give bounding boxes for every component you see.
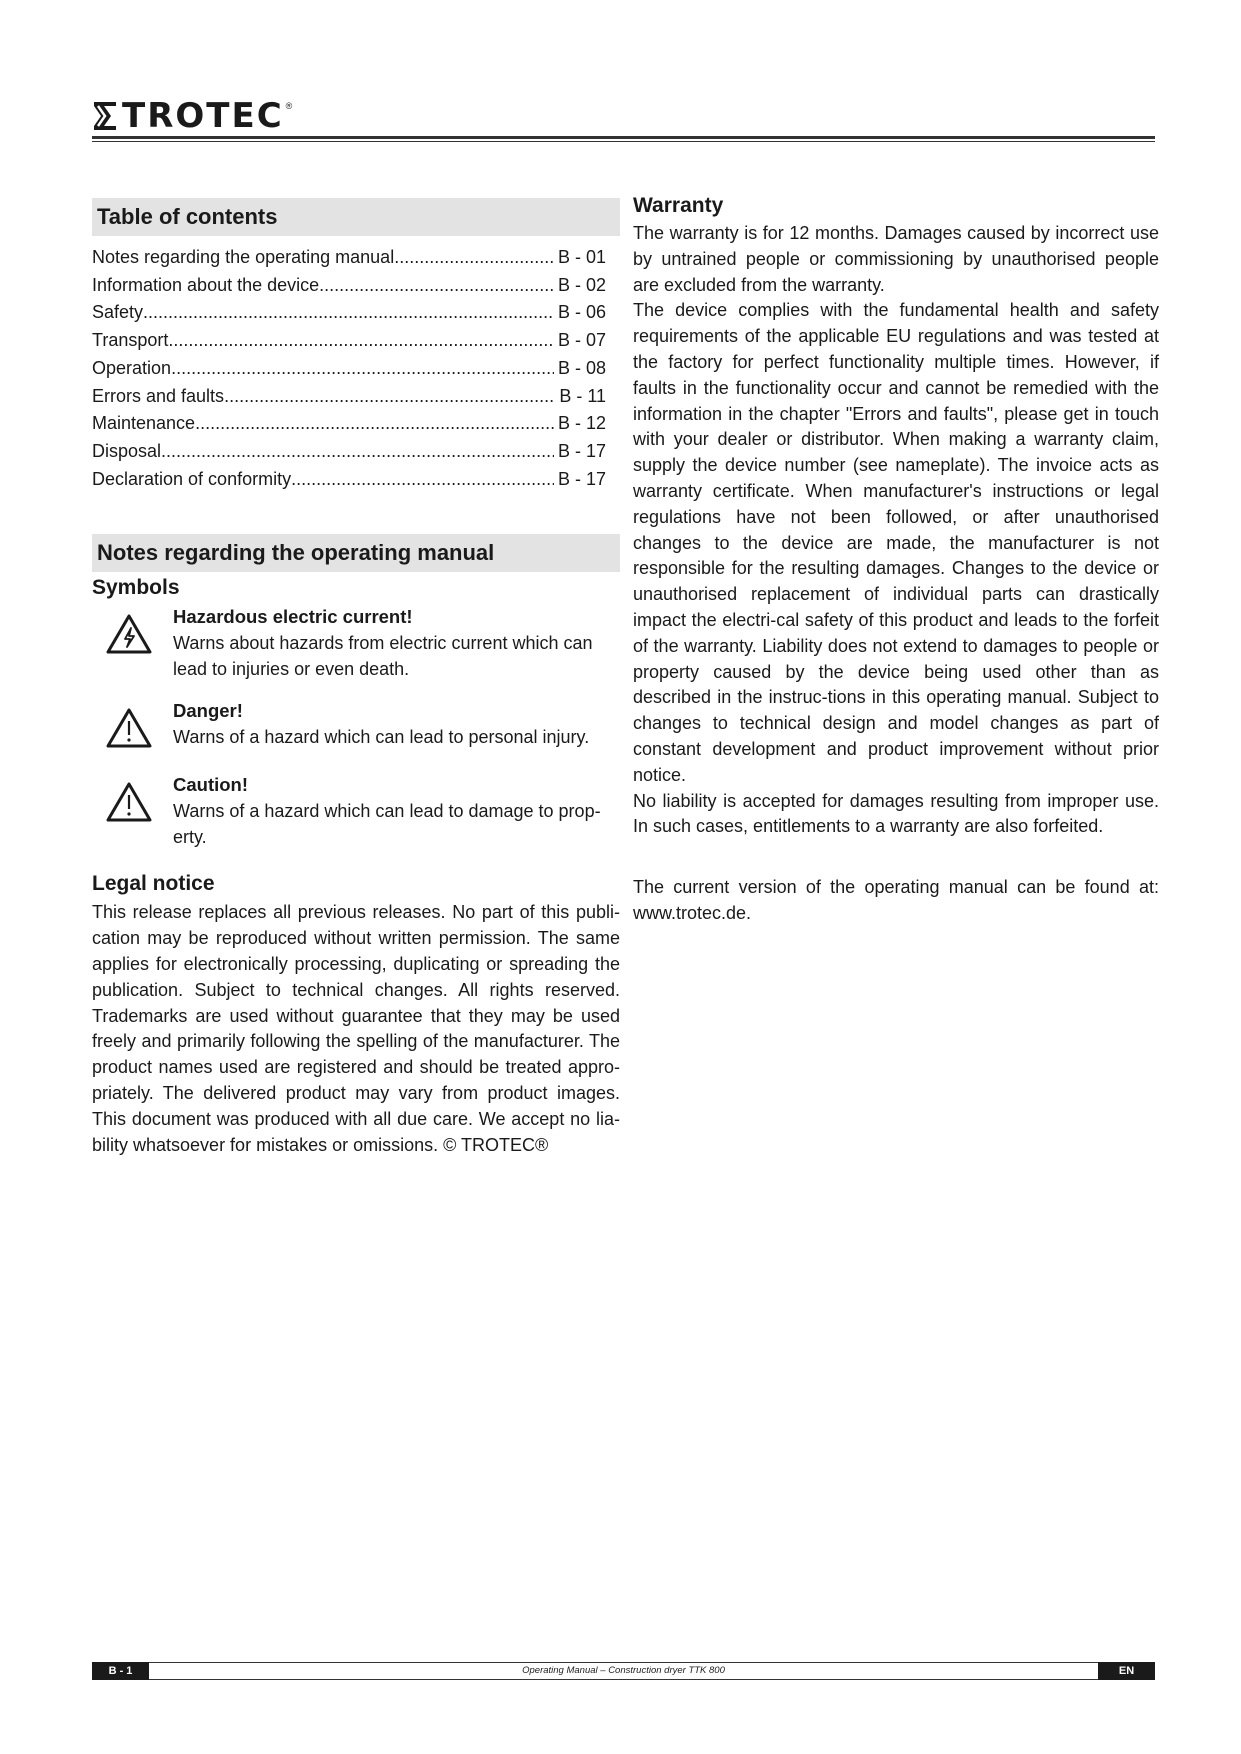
current-version-note: The current version of the operating manual can be found at: www.trotec.de.	[633, 877, 1159, 923]
symbol-text: Warns of a hazard which can lead to damage to prop-erty.	[173, 801, 601, 848]
right-column	[633, 192, 1159, 927]
toc-entry-label: Safety	[92, 302, 144, 323]
toc-leader-dots	[171, 355, 554, 383]
toc-entry-label: Disposal	[92, 440, 162, 461]
toc-entry-label: Transport	[92, 330, 169, 351]
toc-entry[interactable]	[92, 438, 606, 466]
legal-notice-text: This release replaces all previous releases. No part of this publi-cation may be reproduced without written permission. The same applies for electronically processing, duplicating or spreading the publication. Subject to technical changes. All rights reserved. Trademarks are used without guarantee that they may be used freely and primarily following the spelling of the manufacturer. The product names used are registered and should be treated appro-priately. The delivered product may vary from product images. This document was produced with all due care. We accept no lia-bility whatsoever for mistakes or omissions. © TROTEC®	[92, 902, 620, 1155]
registered-mark: ®	[285, 101, 293, 111]
toc-entry[interactable]	[92, 383, 606, 411]
trotec-logo	[92, 96, 292, 136]
toc-entry-page: B - 17	[557, 468, 606, 489]
toc-entry[interactable]	[92, 410, 606, 438]
symbol-title: Hazardous electric current!	[173, 606, 413, 628]
toc-leader-dots	[224, 383, 555, 411]
page-number: B - 1	[92, 1662, 149, 1680]
symbol-text: Warns of a hazard which can lead to personal injury.	[173, 727, 590, 748]
trotec-logo-mark-icon	[92, 101, 118, 131]
brand-name: TROTEC	[122, 96, 284, 136]
notes-heading: Notes regarding the operating manual	[92, 534, 620, 572]
toc-entry-label: Information about the device	[92, 274, 320, 295]
left-column	[92, 198, 620, 1158]
toc-entry[interactable]	[92, 244, 606, 272]
toc-leader-dots	[143, 299, 554, 327]
symbol-caution	[92, 772, 620, 850]
symbol-text: Warns about hazards from electric current which can lead to injuries or even death.	[173, 633, 593, 680]
toc-entry-page: B - 08	[557, 357, 606, 378]
symbol-danger	[92, 698, 620, 750]
toc-entry-page: B - 02	[557, 274, 606, 295]
toc-leader-dots	[168, 327, 554, 355]
toc-entry[interactable]	[92, 299, 606, 327]
toc-entry[interactable]	[92, 272, 606, 300]
toc-heading: Table of contents	[92, 198, 620, 236]
toc-leader-dots	[394, 244, 554, 272]
toc-entry-page: B - 17	[557, 440, 606, 461]
toc-entry-page: B - 01	[557, 247, 606, 267]
legal-notice-heading: Legal notice	[92, 872, 215, 896]
toc-entry-label: Errors and faults	[92, 385, 225, 406]
caution-warning-icon	[106, 782, 152, 822]
toc-entry[interactable]	[92, 466, 606, 494]
toc-leader-dots	[319, 272, 554, 300]
toc-entry-label: Maintenance	[92, 413, 196, 434]
symbol-electric	[92, 604, 620, 682]
footer-title: Operating Manual – Construction dryer TTK 800	[522, 1665, 725, 1676]
toc-leader-dots	[161, 438, 554, 466]
toc-entry-page: B - 06	[557, 302, 606, 323]
header-rule-thick	[92, 136, 1155, 139]
toc-list	[92, 244, 620, 493]
toc-entry[interactable]	[92, 327, 606, 355]
electric-hazard-icon	[106, 614, 152, 654]
warranty-paragraph: No liability is accepted for damages resulting from improper use. In such cases, entitlements to a warranty are also forfeited.	[633, 790, 1159, 837]
toc-entry-page: B - 12	[557, 413, 606, 434]
warranty-paragraph: The warranty is for 12 months. Damages caused by incorrect use by untrained people or commissioning by unauthorised people are excluded from the warranty.	[633, 223, 1159, 295]
symbol-title: Caution!	[173, 774, 249, 796]
toc-entry-page: B - 11	[559, 385, 606, 406]
symbol-title: Danger!	[173, 700, 243, 722]
toc-leader-dots	[291, 466, 554, 494]
toc-entry[interactable]	[92, 355, 606, 383]
warranty-paragraph: The device complies with the fundamental health and safety requirements of the applicable EU regulations and was tested at the factory for perfect functionality multiple times. However, if faults in the functionality occur and cannot be remedied with the information in the chapter "Errors and faults", please get in touch with your dealer or distributor. When making a warranty claim, supply the device number (see nameplate). The invoice acts as warranty certificate. When manufacturer's instructions or legal regulations have not been followed, or after unauthorised changes to the device are made, the manufacturer is not responsible for the resulting damages. Changes to the device or unauthorised replacement of individual parts can drastically impact the electri-cal safety of this product and leads to the forfeit of the warranty. Liability does not extend to damages to people or property caused by the device being used other than as described in the instruc-tions in this operating manual. Subject to changes to technical design and model changes as part of constant development and product improvement without prior notice.	[633, 300, 1159, 785]
toc-entry-label: Operation	[92, 357, 172, 378]
toc-entry-page: B - 07	[557, 330, 606, 351]
page-header	[92, 96, 1155, 146]
page-footer	[92, 1662, 1155, 1680]
toc-entry-label: Notes regarding the operating manual	[92, 247, 395, 267]
warranty-heading: Warranty	[633, 194, 724, 217]
danger-warning-icon	[106, 708, 152, 748]
header-rule-thin	[92, 141, 1155, 142]
toc-leader-dots	[195, 410, 554, 438]
symbols-heading: Symbols	[92, 576, 180, 600]
toc-entry-label: Declaration of conformity	[92, 468, 292, 489]
language-label: EN	[1098, 1662, 1155, 1680]
